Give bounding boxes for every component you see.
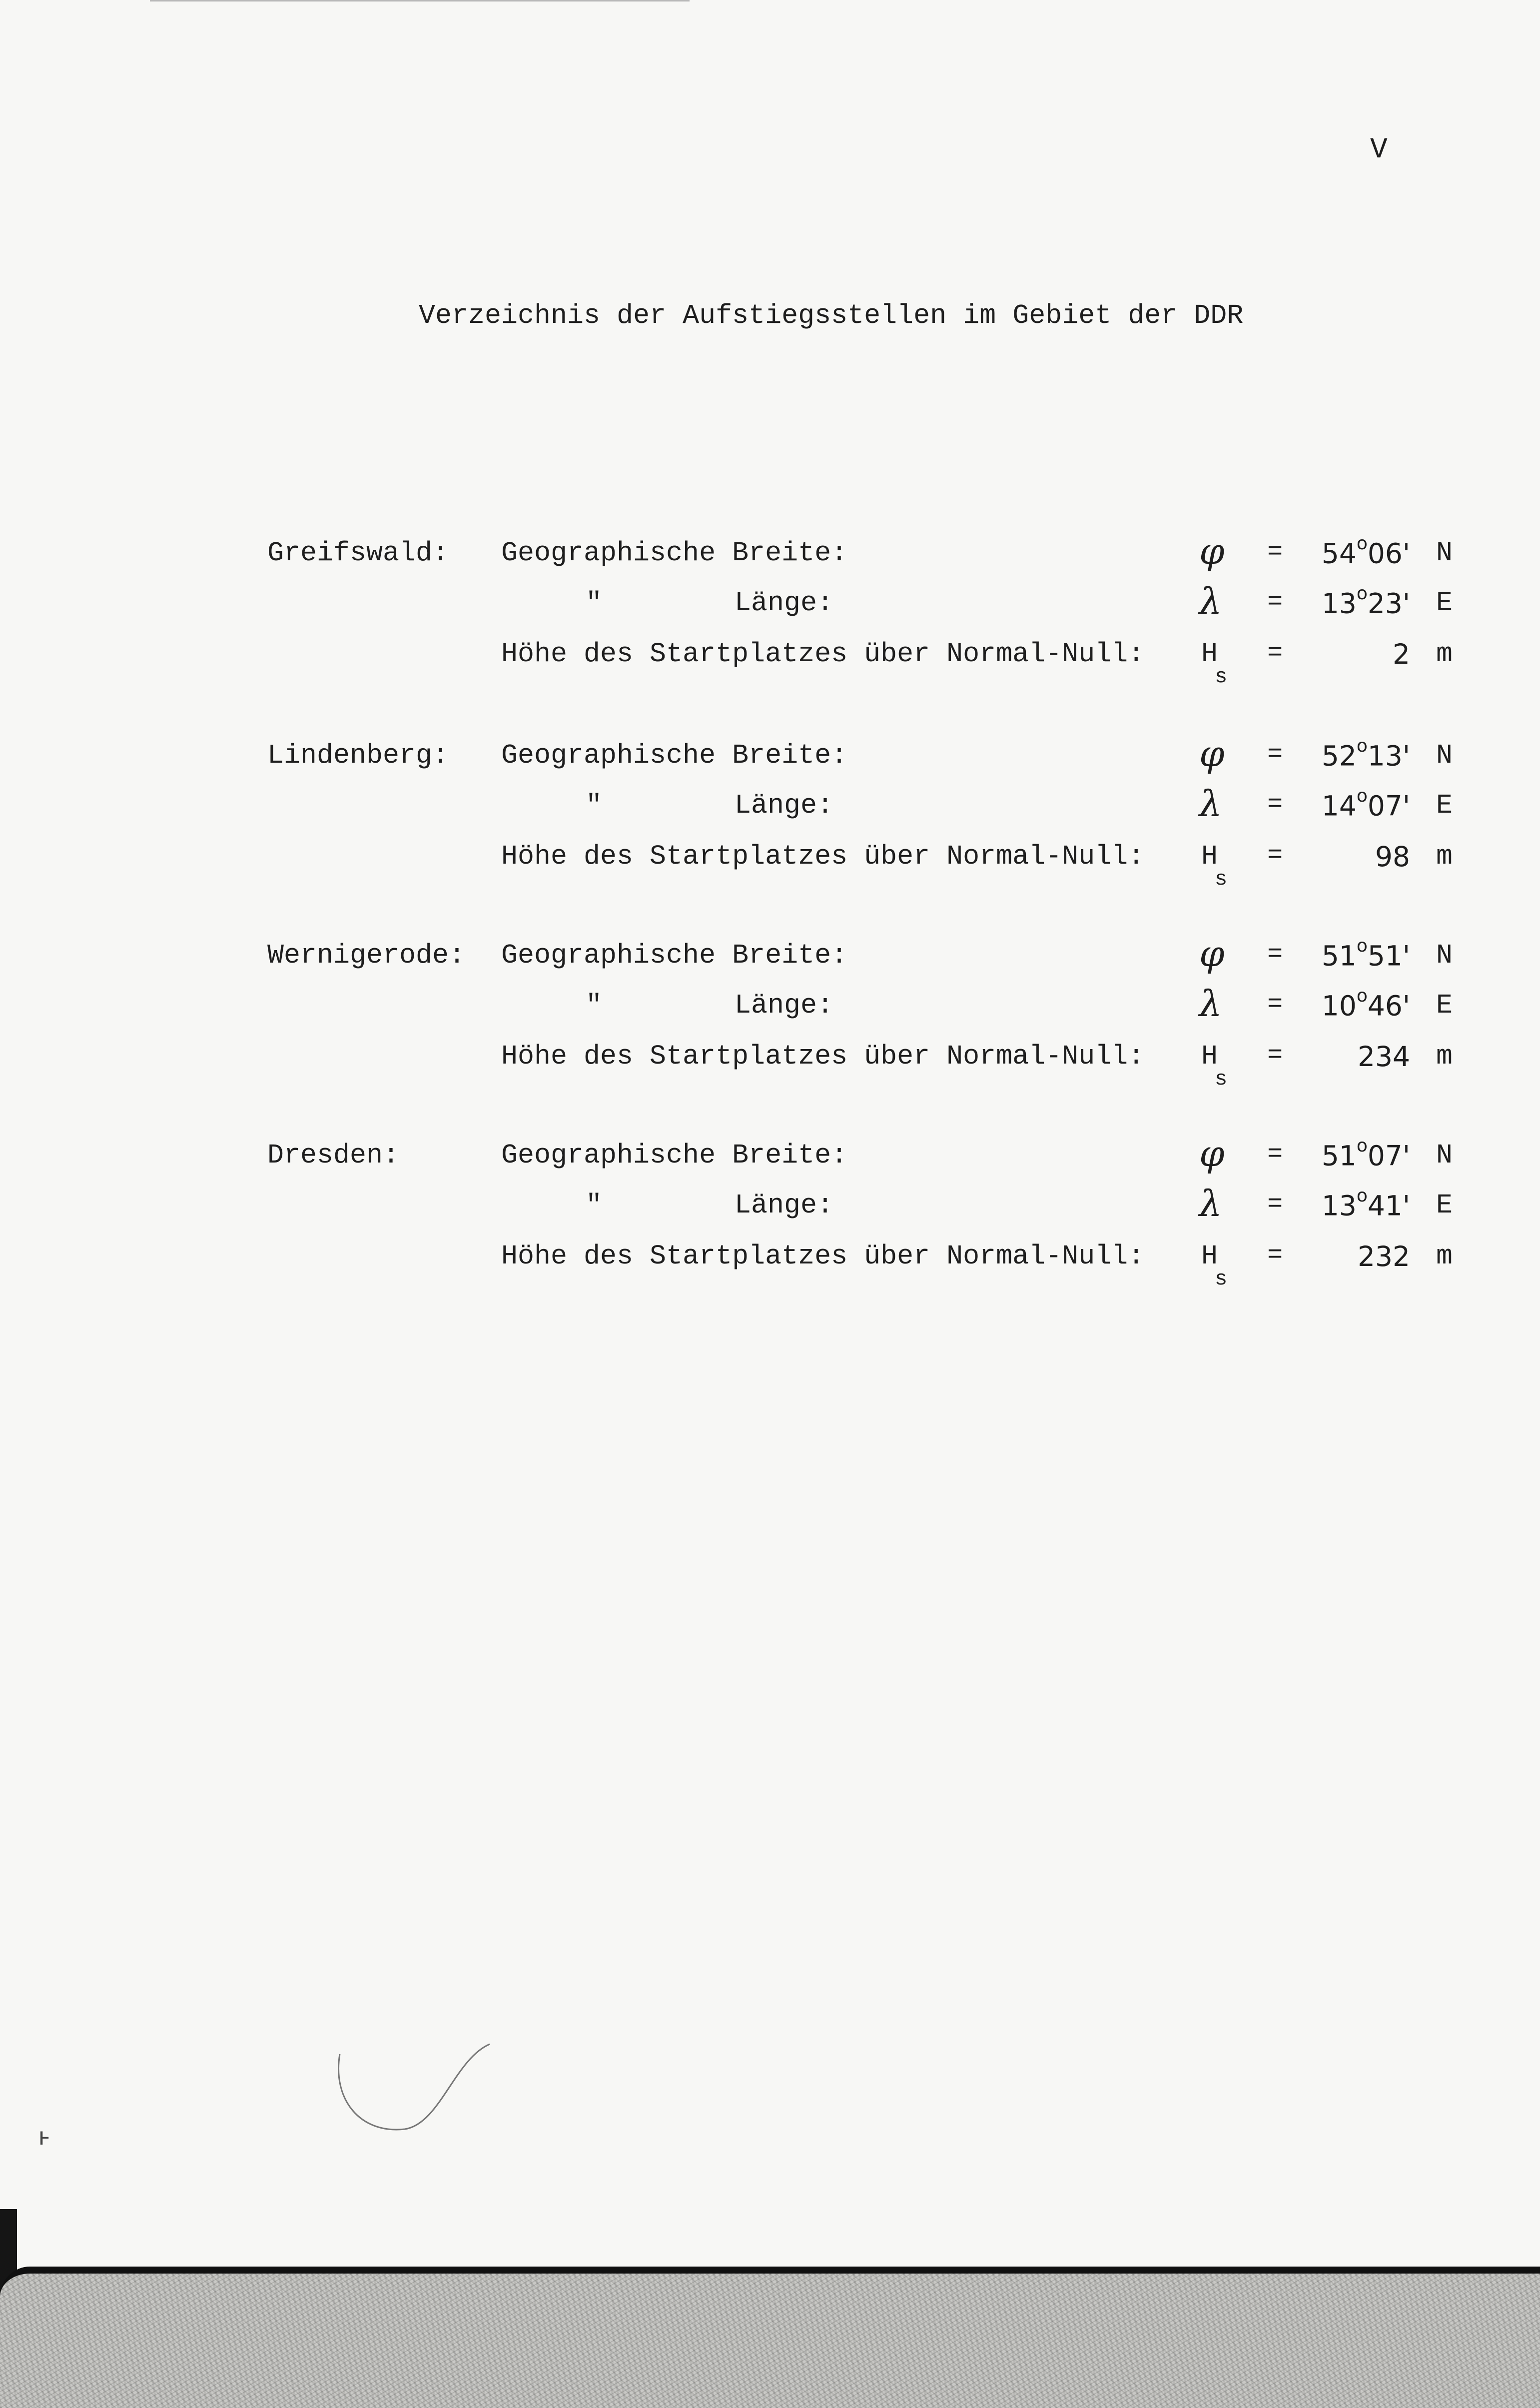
scan-edge-line (150, 0, 690, 1)
lambda-symbol: λ (1199, 983, 1222, 1025)
height-value: 234 (1358, 1041, 1410, 1073)
lambda-symbol: λ (1199, 580, 1222, 622)
height-label: Höhe des Startplatzes über Normal-Null: (501, 1240, 1145, 1272)
station-name: Dresden: (267, 1140, 400, 1171)
phi-symbol: φ (1199, 530, 1225, 572)
longitude-label: Länge: (735, 990, 834, 1021)
latitude-label: Geographische Breite: (501, 740, 848, 771)
station-block (0, 925, 1540, 1125)
equals-sign: = (1267, 841, 1283, 870)
page-title: Verzeichnis der Aufstiegsstellen im Gebiet der DDR (419, 300, 1244, 331)
longitude-label: Länge: (735, 1190, 834, 1221)
longitude-row (0, 580, 1540, 627)
latitude-value: 54$^o$06' (1321, 533, 1410, 570)
station-block (0, 1125, 1540, 1324)
height-row (0, 1240, 1540, 1291)
longitude-direction: E (1436, 990, 1453, 1021)
height-label: Höhe des Startplatzes über Normal-Null: (501, 1041, 1145, 1072)
latitude-label: Geographische Breite: (501, 537, 848, 569)
latitude-direction: N (1436, 1140, 1453, 1171)
equals-sign: = (1267, 537, 1283, 567)
height-unit: m (1436, 638, 1453, 670)
latitude-value: 51$^o$51' (1321, 936, 1410, 972)
phi-symbol: φ (1199, 933, 1225, 975)
height-value: 232 (1358, 1240, 1410, 1272)
equals-sign: = (1267, 790, 1283, 819)
hs-symbol: $H_s$ (1201, 638, 1228, 689)
latitude-direction: N (1436, 537, 1453, 569)
longitude-direction: E (1436, 587, 1453, 619)
equals-sign: = (1267, 990, 1283, 1019)
longitude-value: 14$^o$07' (1321, 786, 1410, 822)
latitude-label: Geographische Breite: (501, 940, 848, 971)
latitude-value: 52$^o$13' (1321, 736, 1410, 772)
ditto-mark: " (586, 587, 603, 619)
station-name: Lindenberg: (267, 740, 449, 771)
latitude-direction: N (1436, 940, 1453, 971)
longitude-value: 13$^o$41' (1321, 1186, 1410, 1222)
equals-sign: = (1267, 740, 1283, 769)
latitude-value: 51$^o$07' (1321, 1136, 1410, 1172)
height-row (0, 638, 1540, 689)
longitude-direction: E (1436, 1190, 1453, 1221)
latitude-label: Geographische Breite: (501, 1140, 848, 1171)
lambda-symbol: λ (1199, 783, 1222, 825)
longitude-value: 13$^o$23' (1321, 583, 1410, 620)
longitude-row (0, 1183, 1540, 1229)
scan-noise-band (0, 2267, 1540, 2408)
height-label: Höhe des Startplatzes über Normal-Null: (501, 638, 1145, 670)
phi-symbol: φ (1199, 733, 1225, 775)
ditto-mark: " (586, 1190, 603, 1221)
height-unit: m (1436, 841, 1453, 872)
longitude-label: Länge: (735, 790, 834, 821)
hs-symbol: $H_s$ (1201, 1041, 1228, 1091)
hs-symbol: $H_s$ (1201, 1240, 1228, 1291)
height-row (0, 1041, 1540, 1091)
equals-sign: = (1267, 1041, 1283, 1070)
latitude-row (0, 933, 1540, 980)
latitude-direction: N (1436, 740, 1453, 771)
equals-sign: = (1267, 1140, 1283, 1169)
latitude-row (0, 530, 1540, 577)
equals-sign: = (1267, 1240, 1283, 1270)
ditto-mark: " (586, 990, 603, 1021)
longitude-row (0, 983, 1540, 1030)
height-unit: m (1436, 1240, 1453, 1272)
pencil-scribble (330, 2039, 500, 2139)
longitude-row (0, 783, 1540, 830)
margin-mark: ⱶ (37, 2124, 52, 2153)
equals-sign: = (1267, 638, 1283, 668)
latitude-row (0, 733, 1540, 780)
station-name: Greifswald: (267, 537, 449, 569)
equals-sign: = (1267, 940, 1283, 969)
equals-sign: = (1267, 587, 1283, 617)
longitude-label: Länge: (735, 587, 834, 619)
longitude-direction: E (1436, 790, 1453, 821)
ditto-mark: " (586, 790, 603, 821)
height-value: 98 (1375, 841, 1410, 873)
station-block (0, 725, 1540, 925)
equals-sign: = (1267, 1190, 1283, 1219)
height-value: 2 (1393, 638, 1410, 670)
height-row (0, 841, 1540, 891)
station-block (0, 522, 1540, 722)
longitude-value: 10$^o$46' (1321, 986, 1410, 1022)
hs-symbol: $H_s$ (1201, 841, 1228, 891)
height-label: Höhe des Startplatzes über Normal-Null: (501, 841, 1145, 872)
lambda-symbol: λ (1199, 1183, 1222, 1224)
phi-symbol: φ (1199, 1133, 1225, 1175)
station-name: Wernigerode: (267, 940, 466, 971)
latitude-row (0, 1133, 1540, 1180)
page-number: V (1370, 134, 1388, 166)
height-unit: m (1436, 1041, 1453, 1072)
